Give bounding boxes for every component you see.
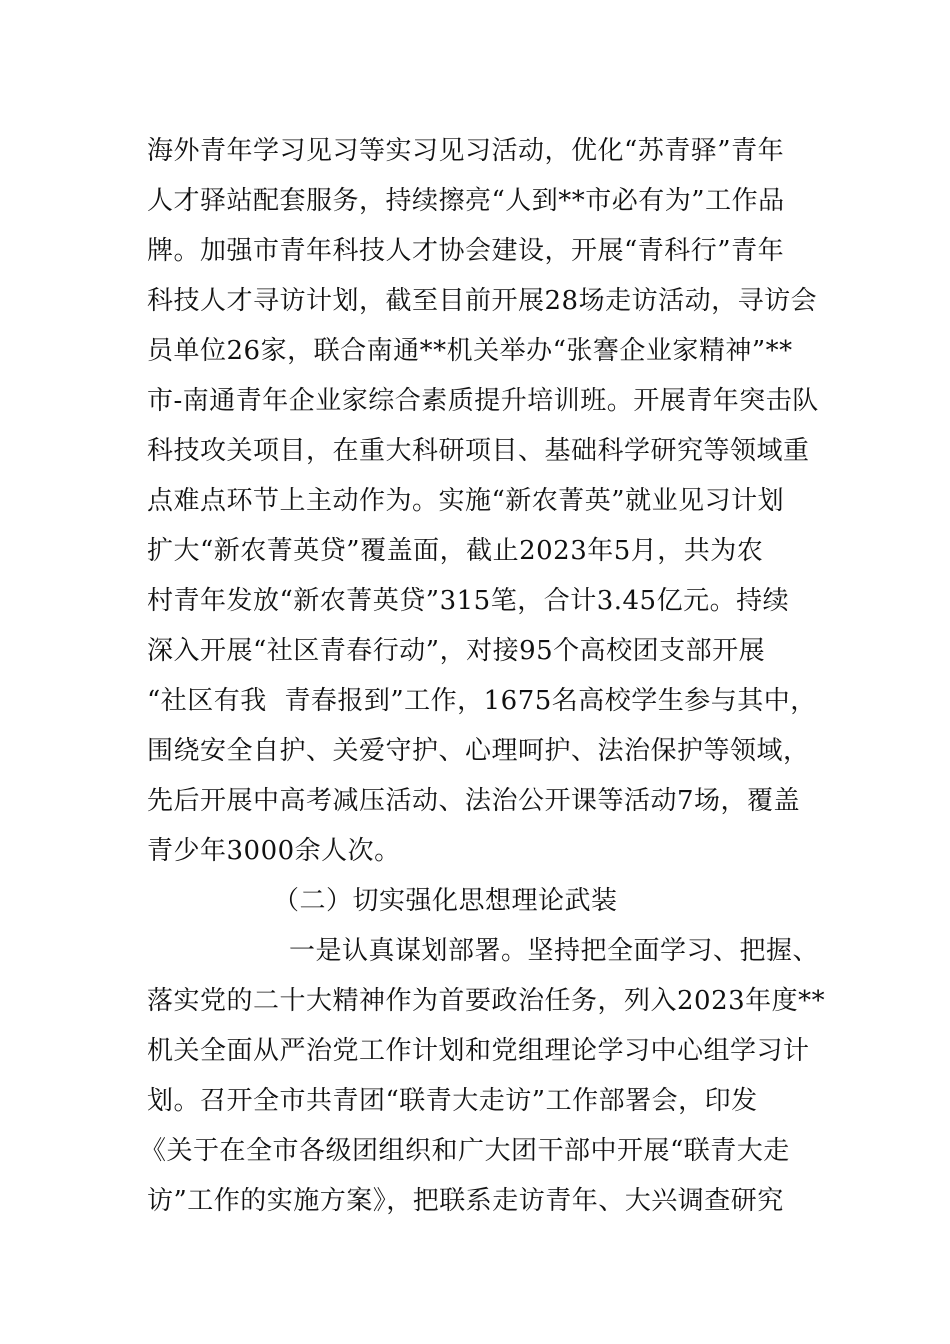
paragraph-1-line-7: 科技攻关项目，在重大科研项目、基础科学研究等领域重 <box>147 436 810 466</box>
paragraph-1-line-1: 海外青年学习见习等实习见习活动，优化“苏青驿”青年 <box>147 136 785 166</box>
paragraph-2-line-6: 访”工作的实施方案》，把联系走访青年、大兴调查研究 <box>147 1186 784 1216</box>
paragraph-1-line-5: 员单位26家，联合南通**机关举办“张謇企业家精神”** <box>147 336 793 366</box>
section-heading: （二）切实强化思想理论武装 <box>273 886 618 916</box>
paragraph-2-line-1: 一是认真谋划部署。坚持把全面学习、把握、 <box>289 936 820 966</box>
paragraph-1-line-10: 村青年发放“新农菁英贷”315笔，合计3.45亿元。持续 <box>147 586 790 616</box>
paragraph-2-line-3: 机关全面从严治党工作计划和党组理论学习中心组学习计 <box>147 1036 810 1066</box>
paragraph-1-line-15: 青少年3000余人次。 <box>147 836 401 866</box>
paragraph-1-line-11: 深入开展“社区青春行动”，对接95个高校团支部开展 <box>147 636 766 666</box>
paragraph-1-line-12: “社区有我 青春报到”工作，1675名高校学生参与其中， <box>147 686 817 716</box>
paragraph-1-line-4: 科技人才寻访计划，截至目前开展28场走访活动，寻访会 <box>147 286 818 316</box>
paragraph-1-line-13: 围绕安全自护、关爱守护、心理呵护、法治保护等领域， <box>147 736 810 766</box>
paragraph-2-line-5: 《关于在全市各级团组织和广大团干部中开展“联青大走 <box>140 1136 790 1166</box>
paragraph-1-line-2: 人才驿站配套服务，持续擦亮“人到**市必有为”工作品 <box>147 186 785 216</box>
paragraph-2-line-4: 划。召开全市共青团“联青大走访”工作部署会，印发 <box>147 1086 758 1116</box>
paragraph-2-line-2: 落实党的二十大精神作为首要政治任务，列入2023年度** <box>147 986 826 1016</box>
paragraph-1-line-3: 牌。加强市青年科技人才协会建设，开展“青科行”青年 <box>147 236 785 266</box>
paragraph-1-line-9: 扩大“新农菁英贷”覆盖面，截止2023年5月，共为农 <box>147 536 764 566</box>
paragraph-1-line-8: 点难点环节上主动作为。实施“新农菁英”就业见习计划 <box>147 486 785 516</box>
paragraph-1-line-14: 先后开展中高考减压活动、法治公开课等活动7场，覆盖 <box>147 786 801 816</box>
paragraph-1-line-6: 市-南通青年企业家综合素质提升培训班。开展青年突击队 <box>147 386 819 416</box>
